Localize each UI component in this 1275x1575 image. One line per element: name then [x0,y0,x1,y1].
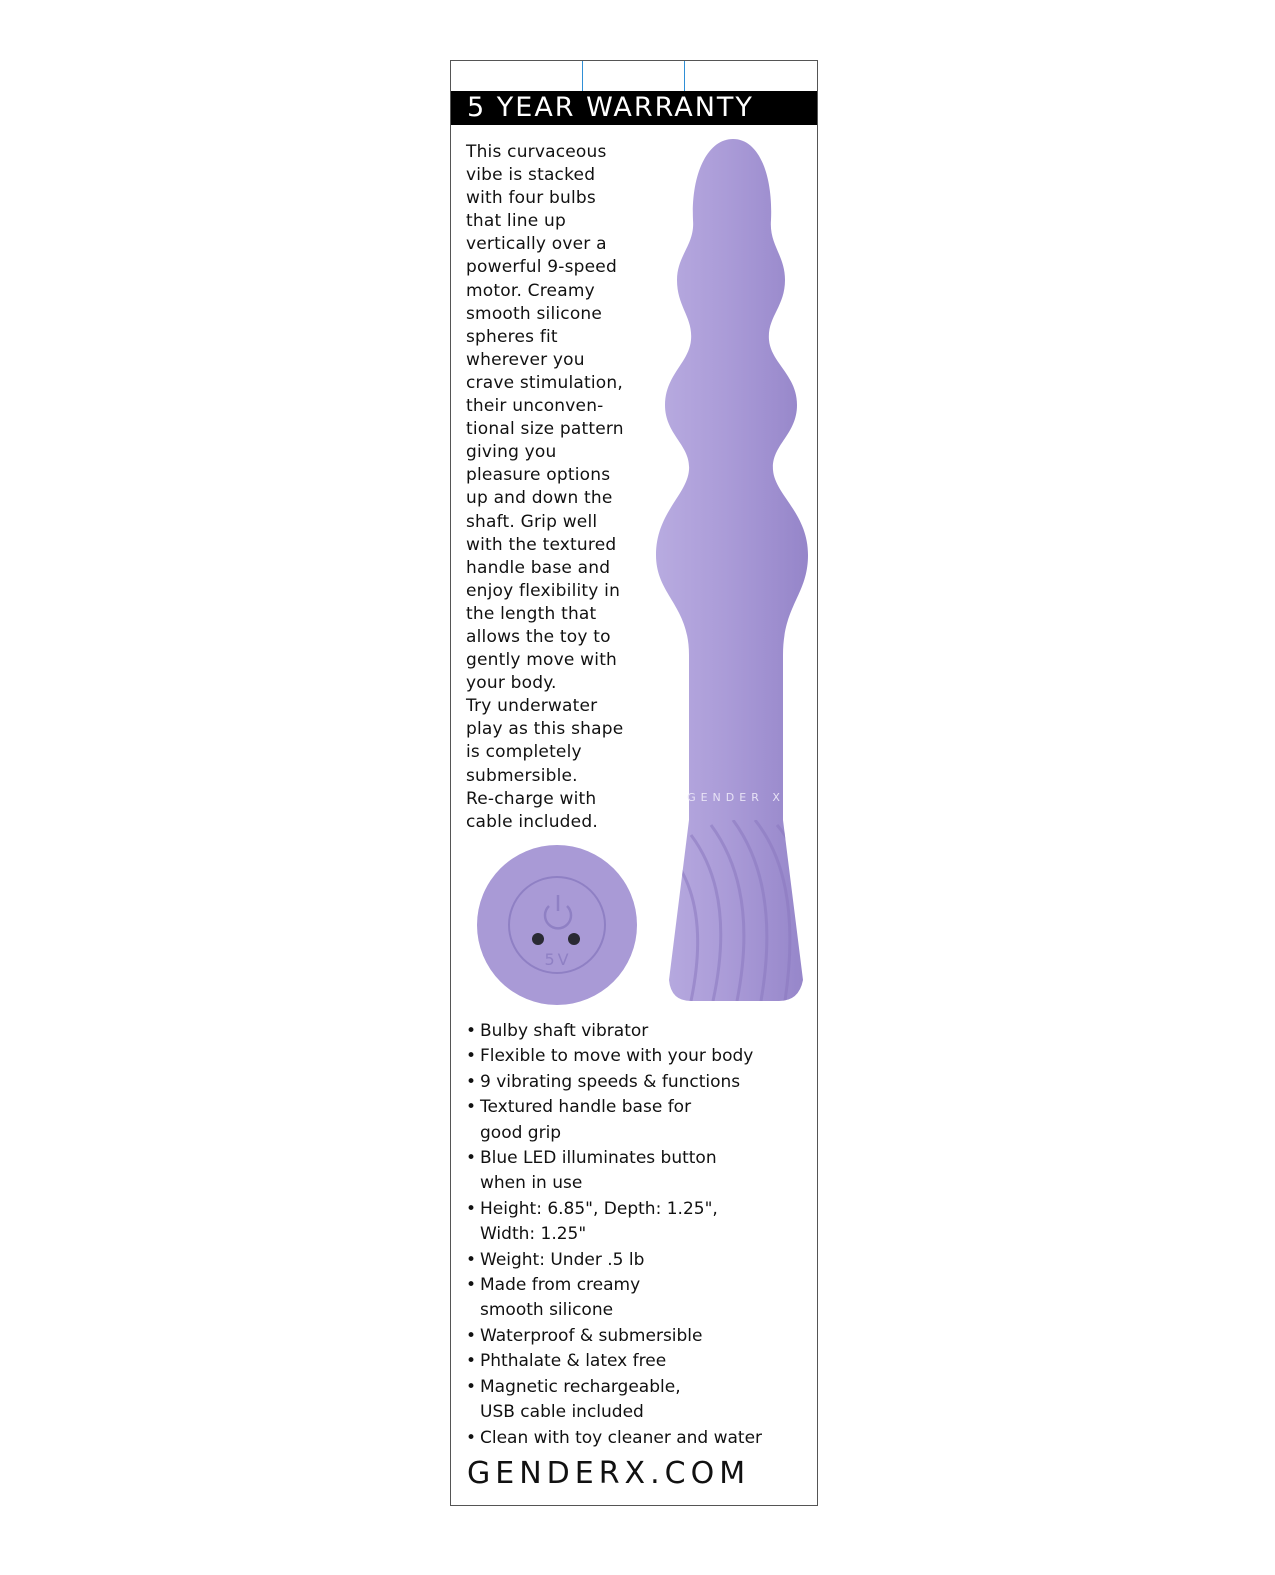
feature-line: Phthalate & latex free [480,1351,667,1372]
feature-text [480,1019,648,1044]
feature-text [480,1044,753,1069]
feature-line: Flexible to move with your body [480,1046,754,1067]
base-disc [477,845,637,1005]
feature-line: Clean with toy cleaner and water [480,1427,763,1448]
product-description [466,141,661,834]
feature-text [480,1324,703,1349]
description-line: spheres fit [466,326,558,347]
description-line: motor. Creamy [466,280,595,301]
description-line: Re-charge with [466,788,597,809]
description-line: cable included. [466,811,598,832]
description-line: giving you [466,442,557,463]
description-line: smooth silicone [466,303,603,324]
bullet-icon: • [466,1021,477,1041]
feature-line: Textured handle base for [480,1097,692,1118]
description-line: with four bulbs [466,188,596,209]
feature-text [480,1095,691,1146]
description-line: submersible. [466,765,578,786]
description-line: crave stimulation, [466,372,623,393]
feature-line: Made from creamy [480,1275,641,1296]
feature-item [466,1044,811,1069]
feature-text [480,1070,740,1095]
bullet-icon: • [466,1376,477,1397]
charge-pin-right [568,933,580,945]
bullet-icon: • [466,1325,477,1346]
bullet-icon: • [466,1275,477,1296]
package-back-panel [450,60,818,1506]
voltage-label: 5V [544,950,572,969]
feature-line: Magnetic rechargeable, [480,1376,681,1397]
feature-item [466,1248,811,1273]
feature-line: Weight: Under .5 lb [480,1249,645,1270]
feature-line: Blue LED illuminates button [480,1148,717,1169]
bullet-icon: • [466,1071,477,1092]
description-line: is completely [466,742,582,763]
description-line: vertically over a [466,234,607,255]
feature-item [466,1324,811,1349]
feature-text [480,1426,762,1451]
description-line: handle base and [466,557,611,578]
bullet-icon: • [466,1148,477,1169]
description-line: vibe is stacked [466,165,596,186]
feature-item [466,1070,811,1095]
description-line: your body. [466,673,557,694]
feature-line: USB cable included [480,1402,644,1423]
feature-item [466,1095,811,1146]
description-line: powerful 9-speed [466,257,617,278]
feature-line: Waterproof & submersible [480,1325,703,1346]
description-line: allows the toy to [466,626,611,647]
feature-item [466,1146,811,1197]
feature-line: Height: 6.85", Depth: 1.25", [480,1198,718,1219]
feature-item [466,1273,811,1324]
bullet-icon: • [466,1249,477,1270]
bullet-icon: • [466,1351,477,1372]
feature-line: Bulby shaft vibrator [480,1021,649,1041]
feature-item [466,1426,811,1451]
description-line: pleasure options [466,465,611,486]
feature-item [466,1375,811,1426]
website-url: GENDERX.COM [467,1456,751,1491]
feature-text [480,1248,644,1273]
charge-pin-left [532,933,544,945]
feature-text [480,1146,717,1197]
feature-line: Width: 1.25" [480,1224,587,1245]
product-base-image [475,843,640,1008]
description-line: tional size pattern [466,419,624,440]
bullet-icon: • [466,1046,477,1067]
feature-line: smooth silicone [480,1300,614,1321]
product-body [656,139,808,1001]
feature-line: good grip [480,1122,562,1143]
description-line: shaft. Grip well [466,511,598,532]
feature-text [480,1375,681,1426]
feature-text [480,1197,718,1248]
feature-line: 9 vibrating speeds & functions [480,1071,741,1092]
feature-list [466,1019,811,1451]
product-image [651,135,811,1001]
description-line: enjoy flexibility in [466,580,621,601]
description-line: gently move with [466,650,618,671]
description-line: the length that [466,603,597,624]
description-line: up and down the [466,488,613,509]
feature-item [466,1349,811,1374]
feature-item [466,1019,811,1044]
feature-item [466,1197,811,1248]
description-line: play as this shape [466,719,624,740]
bullet-icon: • [466,1198,477,1219]
feature-text [480,1349,666,1374]
warranty-banner: 5 YEAR WARRANTY [451,91,817,125]
description-line: that line up [466,211,566,232]
description-line: with the textured [466,534,617,555]
description-line: wherever you [466,349,585,370]
description-line: This curvaceous [466,142,607,162]
feature-text [480,1273,640,1324]
feature-line: when in use [480,1173,583,1194]
bullet-icon: • [466,1427,477,1448]
description-line: their unconven- [466,396,604,417]
description-line: Try underwater [466,696,598,717]
product-logo: GENDER X [687,791,785,804]
bullet-icon: • [466,1097,477,1118]
